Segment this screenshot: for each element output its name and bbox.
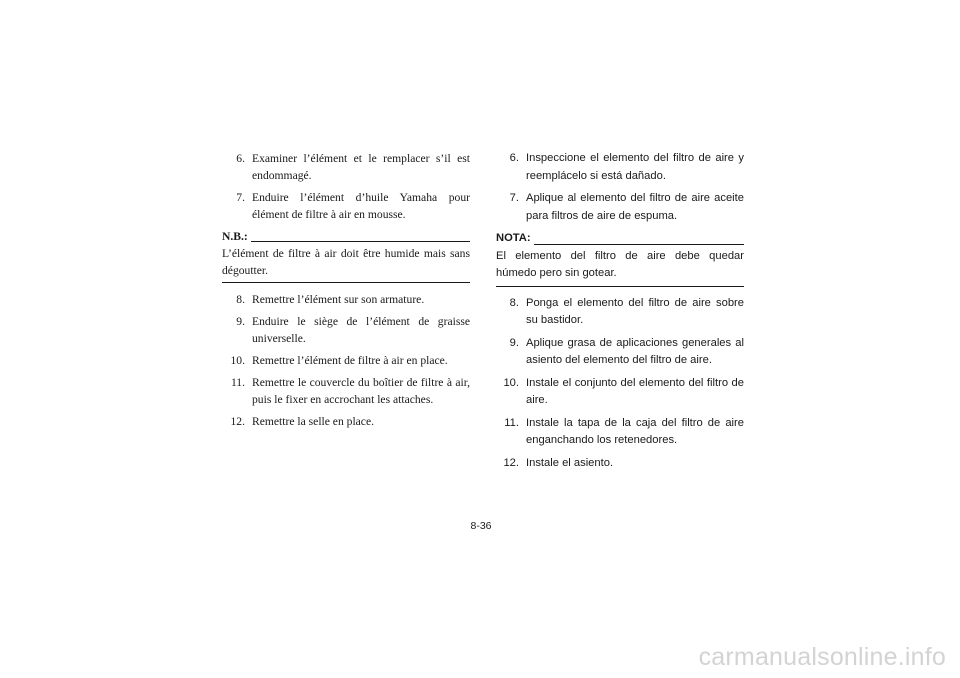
- list-item: [496, 295, 744, 330]
- list-item: [222, 313, 470, 347]
- french-steps-b: [222, 291, 470, 430]
- step-number: 7.: [509, 192, 519, 204]
- list-item: [222, 150, 470, 184]
- note-header: [222, 228, 470, 245]
- list-item: [222, 413, 470, 430]
- step-text: Instale el asiento.: [526, 456, 614, 469]
- step-number: 10.: [230, 354, 245, 367]
- spanish-steps-a: [496, 150, 744, 225]
- step-number: 9.: [236, 315, 245, 328]
- step-number: 6.: [509, 152, 519, 164]
- step-text: Aplique al elemento del filtro de aire aceite para filtros de aire de espuma.: [526, 192, 744, 222]
- step-number: 6.: [236, 152, 245, 165]
- step-text: Instale el conjunto del elemento del filtro de aire.: [526, 376, 744, 406]
- french-note: [222, 228, 470, 283]
- list-item: [496, 375, 744, 410]
- list-item: [222, 291, 470, 308]
- step-text: Enduire le siège de l’élément de graisse universelle.: [252, 315, 470, 345]
- step-number: 9.: [509, 336, 519, 349]
- page-number: 8-36: [470, 520, 492, 532]
- step-number: 8.: [509, 296, 519, 309]
- step-text: Inspeccione el elemento del filtro de aire y reemplácelo si está dañado.: [526, 152, 744, 182]
- step-text: Ponga el elemento del filtro de aire sobre su bastidor.: [526, 296, 744, 326]
- step-text: Remettre l’élément de filtre à air en place.: [252, 354, 448, 367]
- step-number: 10.: [503, 376, 519, 389]
- note-label: NOTA:: [496, 232, 531, 244]
- note-header: [496, 230, 744, 248]
- list-item: [496, 335, 744, 370]
- step-number: 12.: [503, 456, 519, 469]
- step-number: 8.: [236, 293, 245, 306]
- list-item: [222, 374, 470, 408]
- note-text: El elemento del filtro de aire debe quedar húmedo pero sin gotear.: [496, 248, 744, 287]
- step-text: Remettre le couvercle du boîtier de filtre à air, puis le fixer en accrochant les attaches.: [252, 376, 470, 406]
- spanish-steps-b: [496, 295, 744, 473]
- list-item: [496, 415, 744, 450]
- note-text: L’élément de filtre à air doit être humide mais sans dégoutter.: [222, 245, 470, 283]
- step-number: 11.: [230, 376, 245, 389]
- french-steps-a: [222, 150, 470, 223]
- list-item: [496, 190, 744, 225]
- spanish-column: [496, 150, 744, 477]
- note-label: N.B.:: [222, 230, 248, 243]
- list-item: [496, 150, 744, 185]
- note-rule: [251, 241, 470, 242]
- step-text: Aplique grasa de aplicaciones generales al asiento del elemento del filtro de aire.: [526, 336, 744, 366]
- step-number: 11.: [504, 416, 519, 429]
- step-number: 12.: [230, 415, 245, 428]
- step-text: Examiner l’élément et le remplacer s’il est endommagé.: [252, 152, 470, 182]
- step-text: Remettre l’élément sur son armature.: [252, 293, 425, 306]
- french-column: [222, 150, 470, 435]
- step-text: Remettre la selle en place.: [252, 415, 374, 428]
- spanish-note: [496, 230, 744, 287]
- watermark: carmanualsonline.info: [698, 643, 946, 671]
- list-item: [222, 352, 470, 369]
- step-text: Instale la tapa de la caja del filtro de aire enganchando los retenedores.: [526, 416, 744, 446]
- step-number: 7.: [236, 191, 245, 204]
- list-item: [496, 455, 744, 473]
- list-item: [222, 189, 470, 223]
- step-text: Enduire l’élément d’huile Yamaha pour élément de filtre à air en mousse.: [252, 191, 470, 221]
- note-rule: [534, 244, 744, 245]
